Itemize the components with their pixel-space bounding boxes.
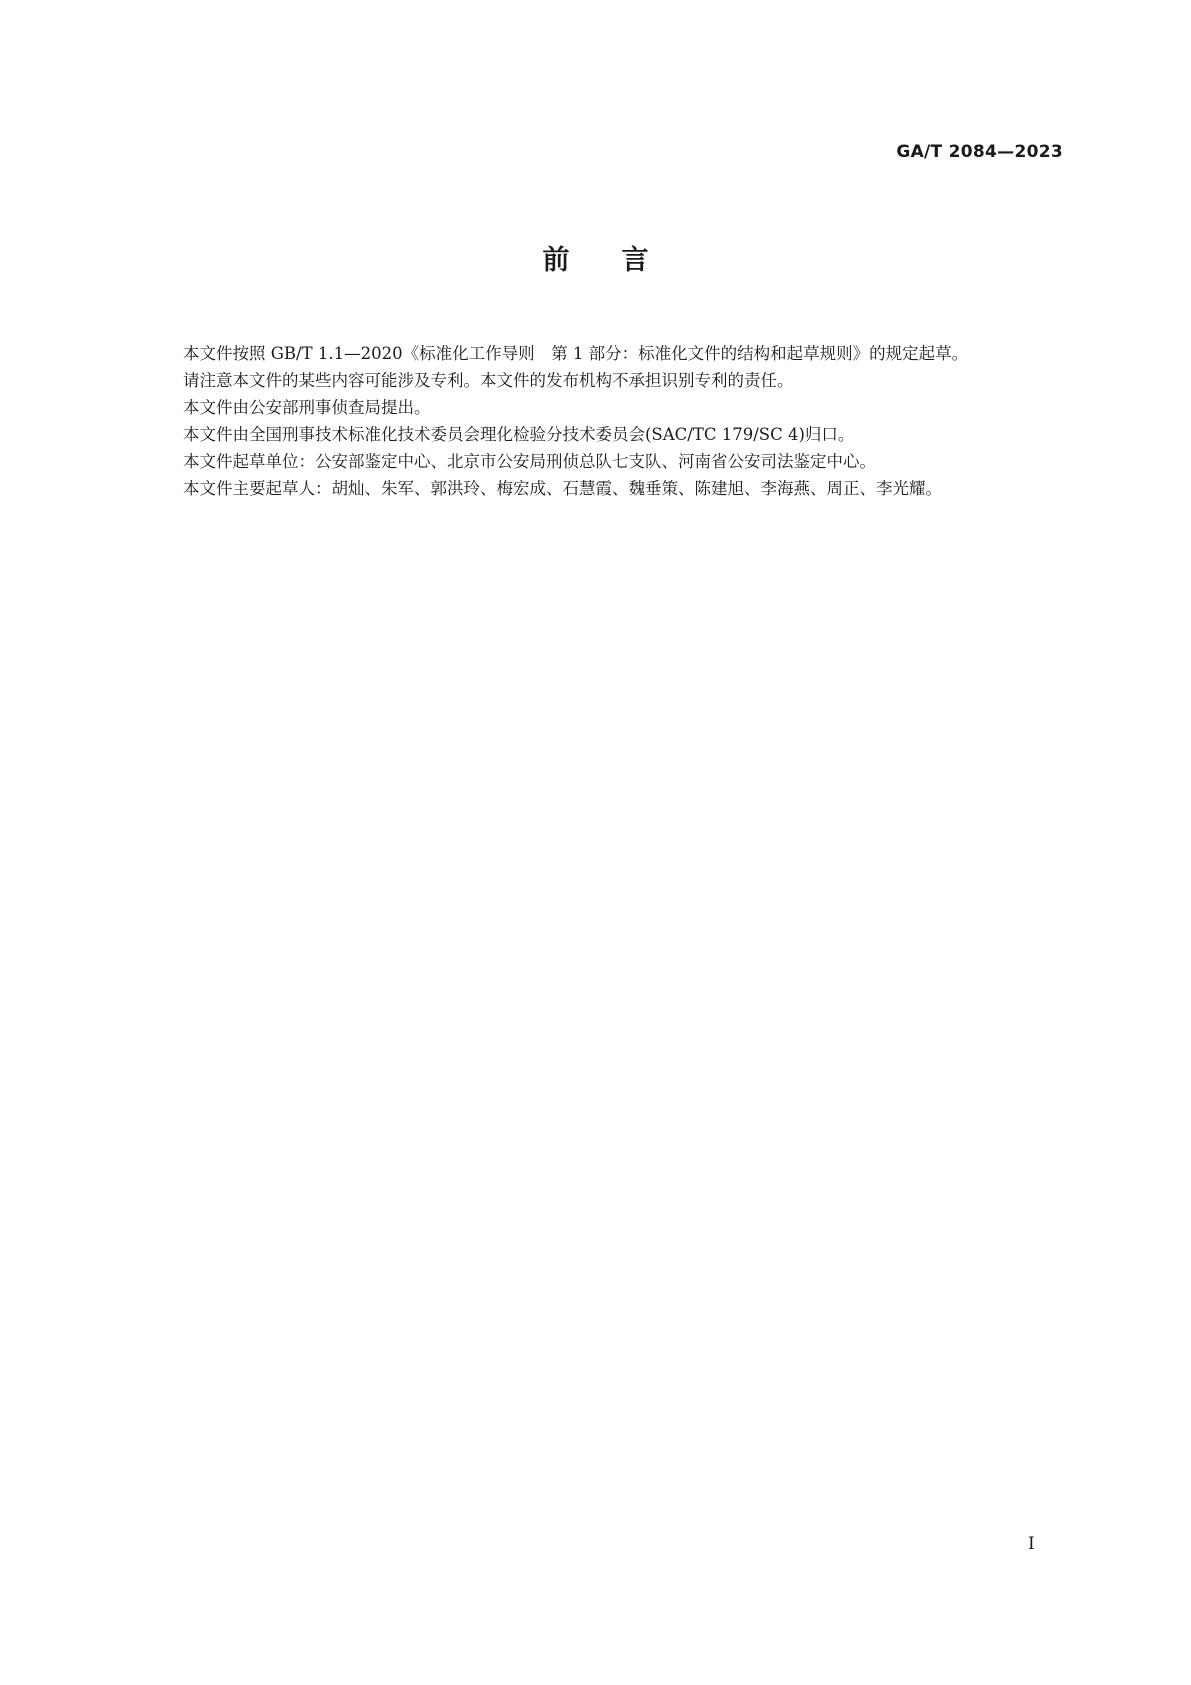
- paragraph: 请注意本文件的某些内容可能涉及专利。本文件的发布机构不承担识别专利的责任。: [183, 371, 794, 390]
- paragraph: 本文件由全国刑事技术标准化技术委员会理化检验分技术委员会(SAC/TC 179/SC 4)归口。: [183, 425, 855, 444]
- paragraph: 本文件主要起草人：胡灿、朱军、郭洪玲、梅宏成、石慧霞、魏垂策、陈建旭、李海燕、周正、李光耀。: [183, 479, 942, 498]
- foreword-body: [143, 340, 1064, 502]
- standard-number: GA/T 2084—2023: [896, 142, 1063, 162]
- paragraph: 本文件起草单位：公安部鉴定中心、北京市公安局刑侦总队七支队、河南省公安司法鉴定中心。: [183, 452, 876, 471]
- paragraph: 本文件按照 GB/T 1.1—2020《标准化工作导则 第 1 部分：标准化文件的结构和起草规则》的规定起草。: [183, 344, 969, 363]
- page-number: I: [1028, 1534, 1035, 1554]
- paragraph: 本文件由公安部刑事侦查局提出。: [183, 398, 431, 417]
- page-title: 前言: [542, 245, 701, 276]
